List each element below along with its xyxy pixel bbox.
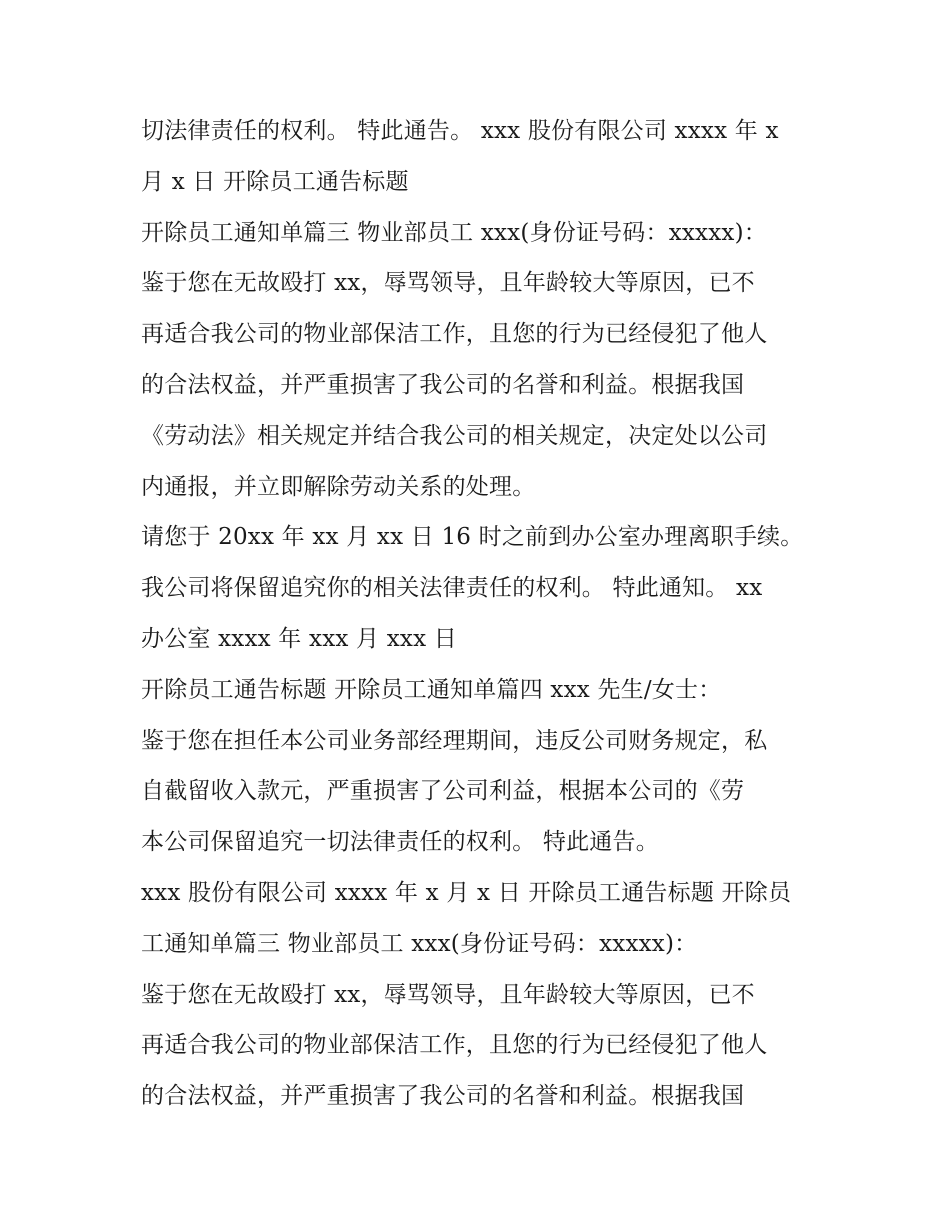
text-line: 内通报，并立即解除劳动关系的处理。 (141, 473, 536, 500)
text-line: 鉴于您在无故殴打 xx，辱骂领导，且年龄较大等原因，已不 (141, 981, 755, 1008)
text-line: 自截留收入款元，严重损害了公司利益，根据本公司的《劳 (141, 778, 745, 805)
text-line: 工通知单篇三 物业部员工 xxx(身份证号码：xxxxx)： (141, 930, 698, 957)
text-line: 再适合我公司的物业部保洁工作，且您的行为已经侵犯了他人 (141, 1032, 768, 1059)
document-body (141, 106, 821, 1122)
text-line: xxx 股份有限公司 xxxx 年 x 月 x 日 开除员工通告标题 开除员 (141, 879, 792, 906)
text-line: 的合法权益，并严重损害了我公司的名誉和利益。根据我国 (141, 371, 745, 398)
text-line: 《劳动法》相关规定并结合我公司的相关规定，决定处以公司 (141, 422, 768, 449)
text-line: 办公室 xxxx 年 xxx 月 xxx 日 (141, 625, 457, 652)
text-line: 再适合我公司的物业部保洁工作，且您的行为已经侵犯了他人 (141, 321, 768, 348)
text-line: 我公司将保留追究你的相关法律责任的权利。 特此通知。 xx (141, 575, 763, 602)
text-line: 开除员工通告标题 开除员工通知单篇四 xxx 先生/女士： (141, 676, 722, 703)
text-line: 的合法权益，并严重损害了我公司的名誉和利益。根据我国 (141, 1083, 745, 1110)
text-line: 切法律责任的权利。 特此通告。 xxx 股份有限公司 xxxx 年 x (141, 118, 779, 144)
text-line: 开除员工通知单篇三 物业部员工 xxx(身份证号码：xxxxx)： (141, 219, 767, 246)
text-line: 请您于 20xx 年 xx 月 xx 日 16 时之前到办公室办理离职手续。 (141, 524, 804, 551)
text-line: 月 x 日 开除员工通告标题 (141, 168, 409, 195)
text-line: 鉴于您在担任本公司业务部经理期间，违反公司财务规定，私 (141, 727, 768, 754)
text-line: 鉴于您在无故殴打 xx，辱骂领导，且年龄较大等原因，已不 (141, 270, 755, 297)
text-line: 本公司保留追究一切法律责任的权利。 特此通告。 (141, 829, 659, 856)
